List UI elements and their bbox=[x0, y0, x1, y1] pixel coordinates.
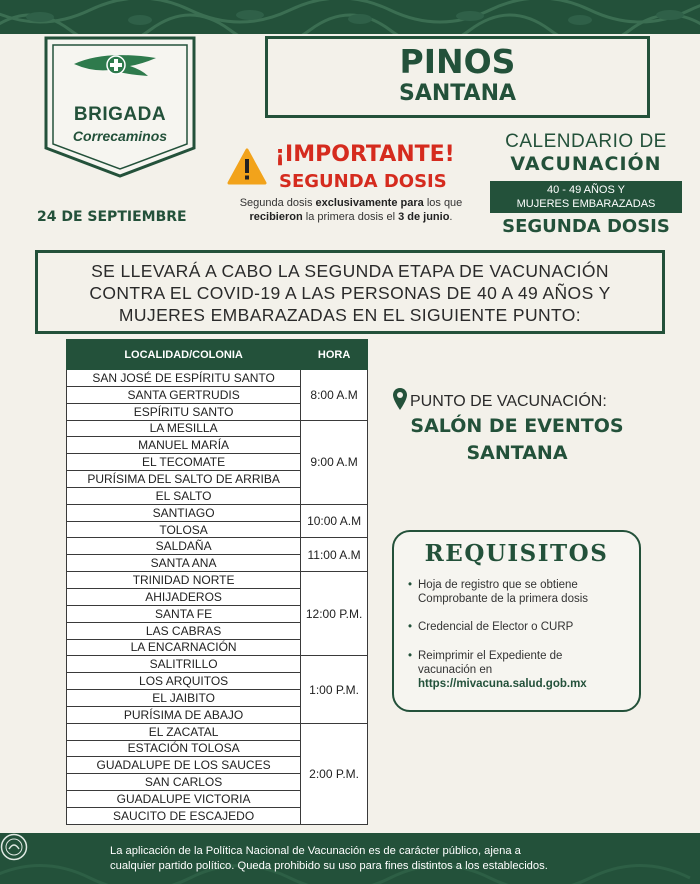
table-row bbox=[67, 572, 368, 589]
footer-band bbox=[0, 833, 700, 884]
requirement-text: Hoja de registro que se obtiene bbox=[418, 579, 578, 591]
table-row bbox=[67, 420, 368, 437]
requirement-item bbox=[408, 620, 633, 634]
requirements-title: REQUISITOS bbox=[424, 540, 609, 567]
note-text: . bbox=[449, 211, 453, 223]
hour-cell: 8:00 A.M bbox=[301, 370, 368, 421]
table-row bbox=[67, 723, 368, 740]
locality-cell: MANUEL MARÍA bbox=[67, 437, 301, 454]
target-group-box bbox=[490, 181, 682, 213]
table-row bbox=[67, 370, 368, 387]
locality-cell: SAN JOSÉ DE ESPÍRITU SANTO bbox=[67, 370, 301, 387]
table-row bbox=[67, 504, 368, 521]
hour-cell: 11:00 A.M bbox=[301, 538, 368, 572]
announcement-box bbox=[35, 250, 665, 334]
brigada-subtitle: Correcaminos bbox=[72, 128, 168, 144]
hour-cell: 9:00 A.M bbox=[301, 420, 368, 504]
requirement-text: Credencial de Elector o CURP bbox=[418, 621, 574, 633]
locality-cell: SALITRILLO bbox=[67, 656, 301, 673]
locality-cell: PURÍSIMA DEL SALTO DE ARRIBA bbox=[67, 471, 301, 488]
hour-cell: 10:00 A.M bbox=[301, 504, 368, 538]
target-group-line2: MUJERES EMBARAZADAS bbox=[516, 198, 656, 210]
locality-cell: GUADALUPE VICTORIA bbox=[67, 791, 301, 808]
venue-name-line1: SALÓN DE EVENTOS bbox=[410, 415, 624, 437]
locality-cell: SANTA ANA bbox=[67, 555, 301, 572]
note-text: los que bbox=[423, 197, 463, 209]
table-header-row bbox=[67, 340, 368, 370]
leaf-pattern-decoration bbox=[0, 0, 700, 34]
table-row bbox=[67, 538, 368, 555]
locality-cell: TOLOSA bbox=[67, 521, 301, 538]
locality-cell: TRINIDAD NORTE bbox=[67, 572, 301, 589]
locality-cell: SANTA FE bbox=[67, 605, 301, 622]
event-date: 24 DE SEPTIEMBRE bbox=[37, 209, 187, 225]
locality-cell: AHIJADEROS bbox=[67, 588, 301, 605]
locality-cell: EL JAIBITO bbox=[67, 690, 301, 707]
note-text: Segunda dosis bbox=[239, 197, 316, 209]
bullet-icon: • bbox=[408, 650, 413, 662]
mexico-seal-icon bbox=[0, 833, 28, 861]
locality-cell: LA ENCARNACIÓN bbox=[67, 639, 301, 656]
column-header-locality: LOCALIDAD/COLONIA bbox=[67, 340, 301, 370]
venue-name bbox=[392, 413, 642, 467]
locality-cell: LOS ARQUITOS bbox=[67, 673, 301, 690]
map-pin-icon bbox=[392, 387, 408, 411]
locality-cell: SALDAÑA bbox=[67, 538, 301, 555]
calendar-dose-label: SEGUNDA DOSIS bbox=[502, 216, 670, 237]
announcement-line: CONTRA EL COVID-19 A LAS PERSONAS DE 40 A 49 AÑOS Y bbox=[89, 283, 611, 303]
top-pattern-band bbox=[0, 0, 700, 34]
schedule-table bbox=[66, 339, 368, 825]
location-title: PINOS bbox=[399, 42, 516, 81]
locality-cell: ESTACIÓN TOLOSA bbox=[67, 740, 301, 757]
warning-icon bbox=[227, 148, 267, 186]
venue-label: PUNTO DE VACUNACIÓN: bbox=[410, 393, 607, 410]
table-row bbox=[67, 656, 368, 673]
venue-name-line2: SANTANA bbox=[466, 442, 568, 464]
legal-disclaimer bbox=[110, 844, 690, 874]
second-dose-note bbox=[226, 196, 476, 224]
calendar-title-line2: VACUNACIÓN bbox=[510, 153, 662, 175]
requirement-text: vacunación en bbox=[418, 664, 493, 676]
locality-cell: LAS CABRAS bbox=[67, 622, 301, 639]
calendar-title-line1: CALENDARIO DE bbox=[505, 131, 667, 152]
locality-cell: PURÍSIMA DE ABAJO bbox=[67, 706, 301, 723]
note-bold: 3 de junio bbox=[398, 211, 450, 223]
locality-cell: EL ZACATAL bbox=[67, 723, 301, 740]
vaccine-record-link[interactable]: https://mivacuna.salud.gob.mx bbox=[418, 678, 587, 690]
locality-cell: EL SALTO bbox=[67, 487, 301, 504]
locality-cell: EL TECOMATE bbox=[67, 454, 301, 471]
bullet-icon: • bbox=[408, 579, 413, 591]
hour-cell: 1:00 P.M. bbox=[301, 656, 368, 723]
brigada-badge bbox=[44, 36, 196, 178]
requirement-item bbox=[408, 578, 633, 606]
note-text: la primera dosis el bbox=[302, 211, 399, 223]
requirements-box bbox=[392, 530, 641, 712]
locality-cell: SAN CARLOS bbox=[67, 774, 301, 791]
hour-cell: 12:00 P.M. bbox=[301, 572, 368, 656]
bullet-icon: • bbox=[408, 621, 413, 633]
eagle-cross-icon bbox=[44, 36, 196, 96]
target-group-line1: 40 - 49 AÑOS Y bbox=[546, 184, 626, 196]
second-dose-heading: SEGUNDA DOSIS bbox=[279, 171, 447, 192]
locality-cell: ESPÍRITU SANTO bbox=[67, 403, 301, 420]
location-subtitle: SANTANA bbox=[398, 81, 517, 106]
requirement-text: Reimprimir el Expediente de bbox=[418, 650, 563, 662]
disclaimer-line: cualquier partido político. Queda prohibido su uso para fines distintos a los establecidos. bbox=[110, 860, 548, 872]
announcement-line: SE LLEVARÁ A CABO LA SEGUNDA ETAPA DE VACUNACIÓN bbox=[91, 261, 609, 281]
note-bold: recibieron bbox=[249, 211, 303, 223]
column-header-hour: HORA bbox=[301, 340, 368, 370]
requirement-item bbox=[408, 649, 633, 691]
locality-cell: LA MESILLA bbox=[67, 420, 301, 437]
disclaimer-line: La aplicación de la Política Nacional de Vacunación es de carácter público, ajena a bbox=[110, 845, 521, 857]
brigada-title: BRIGADA bbox=[73, 104, 167, 125]
requirement-text: Comprobante de la primera dosis bbox=[418, 593, 589, 605]
announcement-line: MUJERES EMBARAZADAS EN EL SIGUIENTE PUNTO: bbox=[118, 305, 582, 325]
schedule-body bbox=[67, 370, 368, 825]
location-title-box bbox=[265, 36, 650, 118]
hour-cell: 2:00 P.M. bbox=[301, 723, 368, 824]
locality-cell: SANTA GERTRUDIS bbox=[67, 386, 301, 403]
note-bold: exclusivamente para bbox=[315, 197, 424, 209]
important-heading: ¡IMPORTANTE! bbox=[275, 142, 455, 167]
locality-cell: GUADALUPE DE LOS SAUCES bbox=[67, 757, 301, 774]
locality-cell: SAUCITO DE ESCAJEDO bbox=[67, 807, 301, 824]
locality-cell: SANTIAGO bbox=[67, 504, 301, 521]
